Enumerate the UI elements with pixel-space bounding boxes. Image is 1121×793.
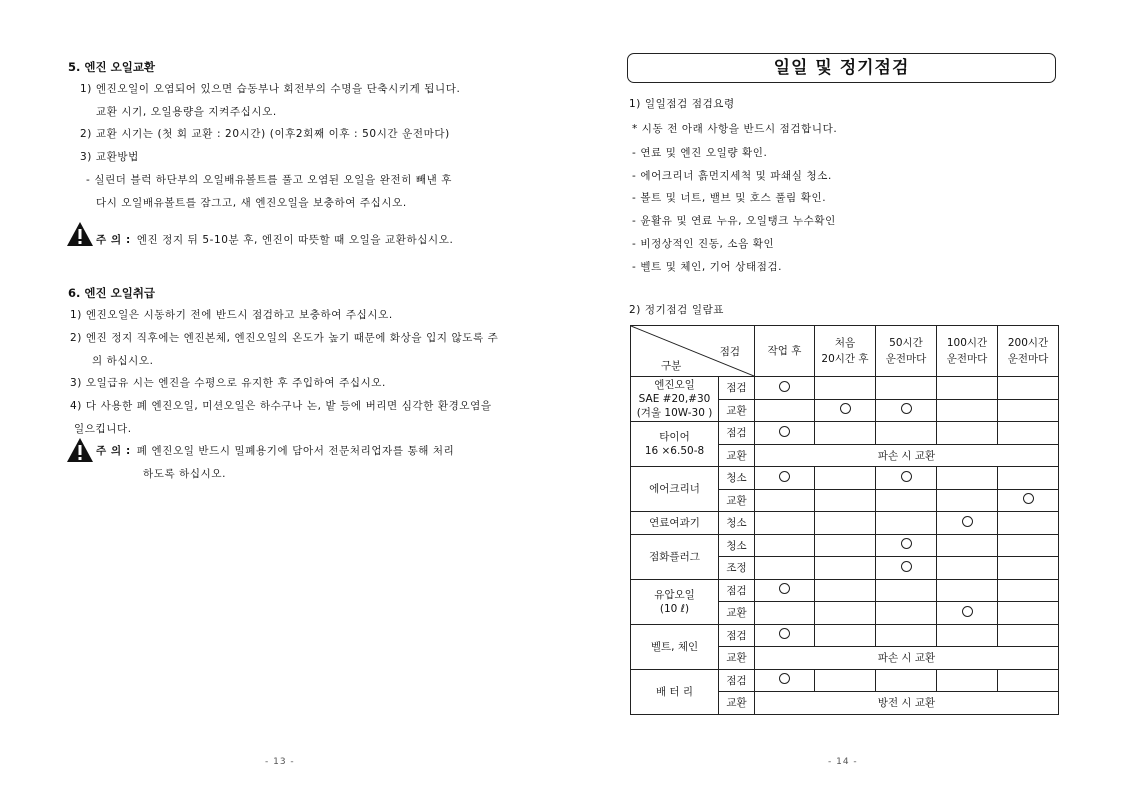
action-cell: 점검 [719, 669, 755, 692]
action-cell: 청소 [719, 534, 755, 557]
check-circle-icon [1023, 493, 1034, 504]
col-header: 처음 20시간 후 [815, 326, 876, 377]
caution-note-1 [66, 220, 453, 247]
check-circle-icon [779, 471, 790, 482]
schedule-cell [755, 602, 815, 625]
schedule-cell [937, 602, 998, 625]
schedule-cell [815, 579, 876, 602]
schedule-cell [876, 489, 937, 512]
sec5-line: 1) 엔진오일이 오염되어 있으면 습동부나 회전부의 수명을 단축시키게 됩니다. [80, 83, 461, 95]
action-cell: 청소 [719, 467, 755, 490]
item-name-cell: 점화플러그 [631, 534, 719, 579]
schedule-cell [998, 467, 1059, 490]
item-name-cell: 유압오일 (10 ℓ) [631, 579, 719, 624]
check-circle-icon [962, 606, 973, 617]
corner-top-label: 점검 [719, 346, 740, 358]
corner-bottom-label: 구분 [661, 360, 682, 372]
schedule-cell [998, 602, 1059, 625]
caution-label: 주 의 : [96, 444, 131, 457]
schedule-cell [876, 512, 937, 535]
action-cell: 교환 [719, 602, 755, 625]
caution-note-2 [66, 437, 454, 463]
schedule-cell [815, 534, 876, 557]
sec6-line: 2) 엔진 정지 직후에는 엔진본체, 엔진오일의 온도가 높기 때문에 화상을 입지 않도록 주 [70, 332, 499, 344]
schedule-cell [998, 489, 1059, 512]
schedule-cell [815, 422, 876, 445]
table-row [631, 422, 1059, 445]
schedule-cell [755, 467, 815, 490]
schedule-cell [937, 669, 998, 692]
item-name-cell: 배 터 리 [631, 669, 719, 714]
schedule-cell [998, 534, 1059, 557]
table-row [631, 534, 1059, 557]
schedule-cell [998, 422, 1059, 445]
schedule-cell [937, 512, 998, 535]
schedule-cell [998, 557, 1059, 580]
sec5-line: 다시 오일배유볼트를 잠그고, 새 엔진오일을 보충하여 주십시오. [96, 197, 407, 209]
schedule-cell [876, 467, 937, 490]
check-circle-icon [779, 628, 790, 639]
action-cell: 교환 [719, 399, 755, 422]
check-circle-icon [779, 381, 790, 392]
schedule-cell [755, 399, 815, 422]
schedule-cell [815, 489, 876, 512]
schedule-cell [876, 579, 937, 602]
table-row [631, 377, 1059, 400]
schedule-cell [876, 399, 937, 422]
schedule-cell [937, 377, 998, 400]
daily-item: - 비정상적인 진동, 소음 확인 [632, 238, 775, 250]
schedule-cell [815, 399, 876, 422]
schedule-cell [937, 557, 998, 580]
action-cell: 조정 [719, 557, 755, 580]
action-cell: 교환 [719, 444, 755, 467]
schedule-cell [998, 512, 1059, 535]
schedule-cell [998, 624, 1059, 647]
periodic-inspection-table [630, 325, 1059, 715]
sec6-line: 3) 오일급유 시는 엔진을 수평으로 유지한 후 주입하여 주십시오. [70, 377, 386, 389]
schedule-cell [937, 422, 998, 445]
action-cell: 점검 [719, 422, 755, 445]
schedule-cell [815, 512, 876, 535]
daily-header: 1) 일일점검 점검요령 [629, 98, 735, 110]
col-header: 100시간 운전마다 [937, 326, 998, 377]
sec5-line: - 실린더 블럭 하단부의 오일배유볼트를 풀고 오염된 오일을 완전히 빼낸 후 [86, 174, 453, 186]
col-header: 50시간 운전마다 [876, 326, 937, 377]
action-cell: 교환 [719, 489, 755, 512]
col-header: 작업 후 [755, 326, 815, 377]
action-cell: 점검 [719, 624, 755, 647]
schedule-cell [815, 377, 876, 400]
table-row [631, 512, 1059, 535]
schedule-cell [937, 534, 998, 557]
table-row [631, 669, 1059, 692]
page-number: - 14 - [828, 757, 858, 767]
schedule-cell [815, 602, 876, 625]
schedule-cell [755, 557, 815, 580]
check-circle-icon [962, 516, 973, 527]
schedule-cell [755, 534, 815, 557]
span-note-cell: 방전 시 교환 [755, 692, 1059, 715]
schedule-cell [937, 624, 998, 647]
action-cell: 교환 [719, 692, 755, 715]
check-circle-icon [779, 673, 790, 684]
sec6-line: 의 하십시오. [92, 355, 154, 367]
warning-triangle-icon [66, 221, 94, 247]
schedule-cell [876, 669, 937, 692]
schedule-cell [815, 624, 876, 647]
section-5-title: 5. 엔진 오일교환 [68, 60, 156, 74]
schedule-cell [876, 377, 937, 400]
table-row [631, 624, 1059, 647]
check-circle-icon [901, 561, 912, 572]
span-note-cell: 파손 시 교환 [755, 444, 1059, 467]
sec6-line: 일으킵니다. [74, 423, 132, 435]
left-page [0, 0, 560, 793]
check-circle-icon [779, 583, 790, 594]
schedule-cell [755, 377, 815, 400]
table-row [631, 579, 1059, 602]
caution-text-cont: 하도록 하십시오. [143, 468, 227, 480]
caution-label: 주 의 : [96, 234, 131, 246]
schedule-cell [937, 579, 998, 602]
schedule-cell [755, 624, 815, 647]
daily-item: - 연료 및 엔진 오일량 확인. [632, 147, 768, 159]
daily-item: - 윤활유 및 연료 누유, 오일탱크 누수확인 [632, 215, 836, 227]
schedule-cell [755, 489, 815, 512]
sec5-line: 3) 교환방법 [80, 151, 139, 163]
action-cell: 교환 [719, 647, 755, 670]
page-number: - 13 - [265, 757, 295, 767]
warning-triangle-icon [66, 437, 94, 463]
schedule-cell [876, 602, 937, 625]
item-name-cell: 타이어 16 ×6.50-8 [631, 422, 719, 467]
check-circle-icon [901, 471, 912, 482]
schedule-cell [937, 399, 998, 422]
schedule-cell [815, 669, 876, 692]
schedule-cell [937, 467, 998, 490]
sec6-line: 1) 엔진오일은 시동하기 전에 반드시 점검하고 보충하여 주십시오. [70, 309, 393, 321]
item-name-cell: 연료여과기 [631, 512, 719, 535]
check-circle-icon [840, 403, 851, 414]
table-corner-header [631, 326, 755, 377]
schedule-cell [998, 399, 1059, 422]
action-cell: 점검 [719, 377, 755, 400]
sec6-line: 4) 다 사용한 폐 엔진오일, 미션오일은 하수구나 논, 밭 등에 버리면 심각한 환경오염을 [70, 400, 492, 412]
page-title: 일일 및 정기점검 [627, 53, 1056, 83]
daily-item: - 에어크리너 흙먼지세척 및 파쇄실 청소. [632, 170, 832, 182]
check-circle-icon [779, 426, 790, 437]
schedule-cell [755, 512, 815, 535]
schedule-cell [755, 579, 815, 602]
sec5-line: 교환 시기, 오일용량을 지켜주십시오. [96, 106, 277, 118]
item-name-cell: 벨트, 체인 [631, 624, 719, 669]
col-header: 200시간 운전마다 [998, 326, 1059, 377]
schedule-cell [876, 534, 937, 557]
schedule-cell [876, 422, 937, 445]
daily-item: - 볼트 및 너트, 밸브 및 호스 풀림 확인. [632, 192, 827, 204]
item-name-cell: 에어크리너 [631, 467, 719, 512]
schedule-cell [815, 467, 876, 490]
schedule-cell [755, 422, 815, 445]
periodic-header: 2) 정기점검 일람표 [629, 304, 725, 316]
caution-text: 엔진 정지 뒤 5-10분 후, 엔진이 따뜻할 때 오일을 교환하십시오. [136, 234, 454, 246]
action-cell: 청소 [719, 512, 755, 535]
sec5-line: 2) 교환 시기는 (첫 회 교환 : 20시간) (이후2회째 이후 : 50시간 운전마다) [80, 128, 450, 140]
daily-item: - 벨트 및 체인, 기어 상태점검. [632, 261, 783, 273]
schedule-cell [998, 669, 1059, 692]
right-page [560, 0, 1121, 793]
check-circle-icon [901, 403, 912, 414]
schedule-cell [876, 624, 937, 647]
schedule-cell [998, 377, 1059, 400]
item-name-cell: 엔진오일 SAE #20,#30 (겨울 10W-30 ) [631, 377, 719, 422]
table-row [631, 467, 1059, 490]
schedule-cell [876, 557, 937, 580]
schedule-cell [815, 557, 876, 580]
schedule-cell [998, 579, 1059, 602]
schedule-cell [755, 669, 815, 692]
caution-text: 폐 엔진오일 반드시 밀폐용기에 담아서 전문처리업자를 통해 처리 [136, 444, 455, 457]
daily-item: * 시동 전 아래 사항을 반드시 점검합니다. [632, 123, 838, 135]
section-6-title: 6. 엔진 오일취급 [68, 286, 156, 300]
check-circle-icon [901, 538, 912, 549]
action-cell: 점검 [719, 579, 755, 602]
schedule-cell [937, 489, 998, 512]
span-note-cell: 파손 시 교환 [755, 647, 1059, 670]
